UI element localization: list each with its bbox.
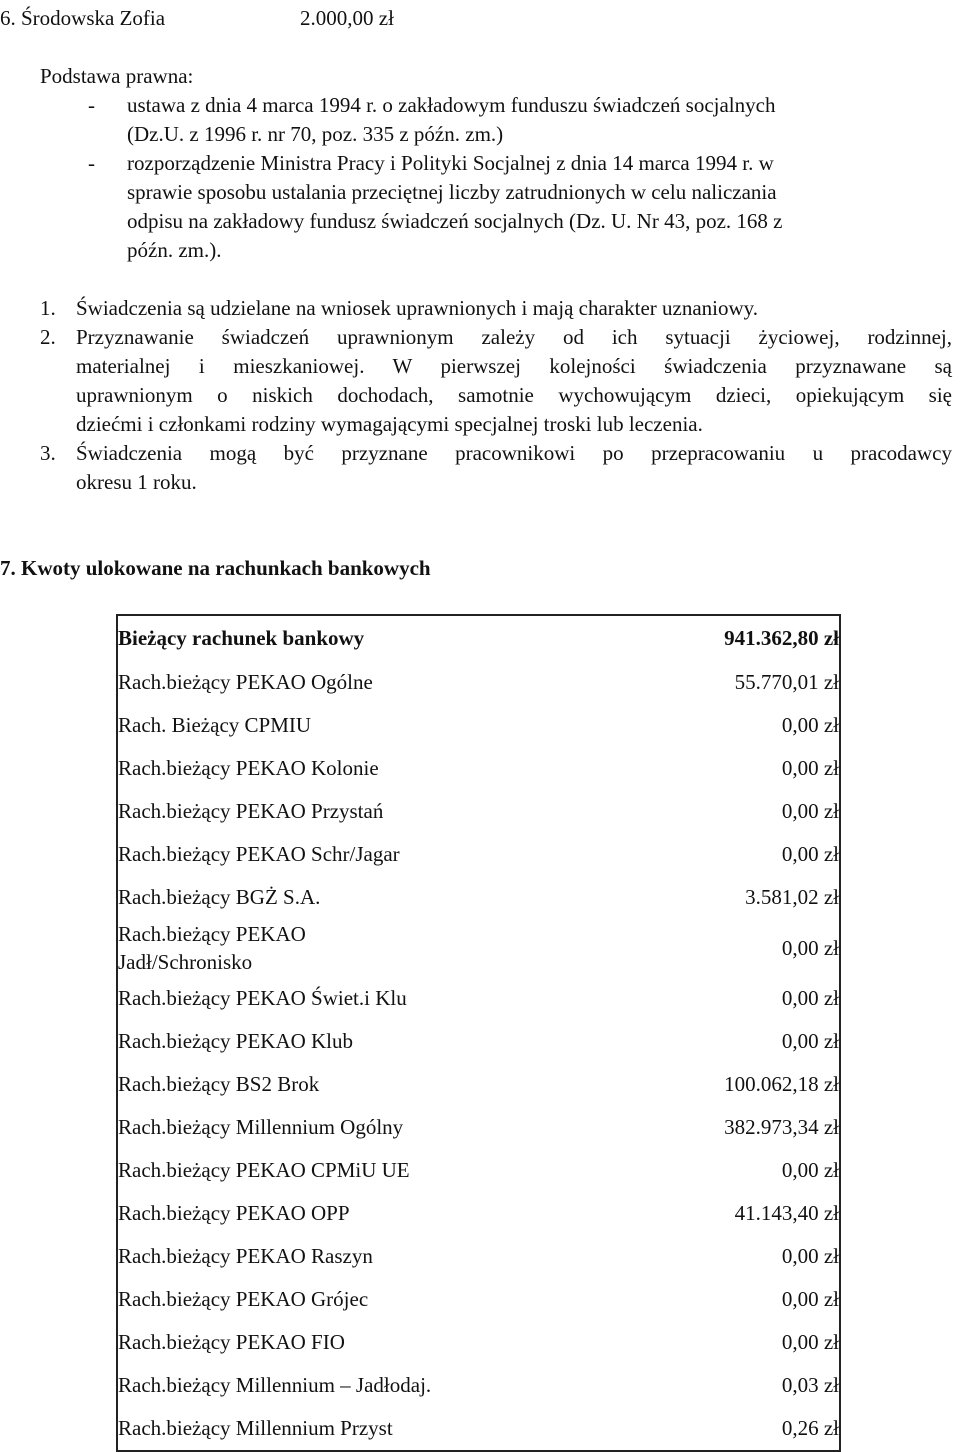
legal-item-dash: - <box>88 93 95 117</box>
table-row <box>117 876 840 919</box>
table-row <box>117 1106 840 1149</box>
rule-number: 3. <box>40 441 56 465</box>
table-row <box>117 747 840 790</box>
legal-item-line: późn. zm.). <box>127 238 222 262</box>
account-name-multiline <box>118 920 306 976</box>
rule-number: 1. <box>40 296 56 320</box>
rule-number: 2. <box>40 325 56 349</box>
account-name: Rach.bieżący Millennium Przyst <box>118 1416 393 1440</box>
account-name: Rach.bieżący PEKAO CPMiU UE <box>118 1158 410 1182</box>
section-title: 7. Kwoty ulokowane na rachunkach bankowych <box>0 556 431 580</box>
rule-line: uprawnionym o niskich dochodach, samotnie wychowującym dzieci, opiekującym się <box>76 383 952 407</box>
account-amount: 0,00 zł <box>781 986 839 1010</box>
account-name: Rach.bieżący PEKAO Grójec <box>118 1287 369 1311</box>
header-name: Bieżący rachunek bankowy <box>118 626 365 650</box>
account-name: Rach.bieżący PEKAO Ogólne <box>118 670 373 694</box>
legal-item-line: odpisu na zakładowy fundusz świadczeń socjalnych (Dz. U. Nr 43, poz. 168 z <box>127 209 783 233</box>
rule-line: dziećmi i członkami rodziny wymagającymi specjalnej troski lub leczenia. <box>76 412 703 436</box>
account-name: Rach.bieżący PEKAO Klub <box>118 1029 354 1053</box>
account-amount: 0,00 zł <box>781 842 839 866</box>
table-row <box>117 1321 840 1364</box>
account-amount: 0,00 zł <box>781 1029 839 1053</box>
account-name-line: Jadł/Schronisko <box>118 950 253 974</box>
entry-name: 6. Środowska Zofia <box>0 6 166 30</box>
rule-line: Przyznawanie świadczeń uprawnionym zależy od ich sytuacji życiowej, rodzinnej, <box>76 325 952 349</box>
rule-line: Świadczenia są udzielane na wniosek uprawnionych i mają charakter uznaniowy. <box>76 296 759 320</box>
account-amount: 0,26 zł <box>781 1416 839 1440</box>
table-row <box>117 1192 840 1235</box>
account-amount: 0,00 zł <box>781 1287 839 1311</box>
table-row <box>117 661 840 704</box>
table-row <box>117 1149 840 1192</box>
legal-item-line: (Dz.U. z 1996 r. nr 70, poz. 335 z późn. zm.) <box>127 122 504 146</box>
table-row <box>117 1020 840 1063</box>
account-name: Rach.bieżący PEKAO Przystań <box>118 799 384 823</box>
legal-basis-title: Podstawa prawna: <box>40 64 194 88</box>
account-amount: 0,00 zł <box>781 756 839 780</box>
table-row <box>117 833 840 876</box>
legal-item-line: ustawa z dnia 4 marca 1994 r. o zakładowym funduszu świadczeń socjalnych <box>127 93 776 117</box>
account-amount: 0,00 zł <box>781 1330 839 1354</box>
account-amount: 55.770,01 zł <box>734 670 839 694</box>
account-amount: 0,03 zł <box>781 1373 839 1397</box>
account-name: Rach.bieżący BS2 Brok <box>118 1072 320 1096</box>
legal-item-line: rozporządzenie Ministra Pracy i Polityki Socjalnej z dnia 14 marca 1994 r. w <box>127 151 774 175</box>
account-amount: 3.581,02 zł <box>745 885 839 909</box>
table-header-row <box>117 615 840 661</box>
account-name: Rach.bieżący PEKAO Kolonie <box>118 756 379 780</box>
table-row <box>117 1235 840 1278</box>
entry-amount: 2.000,00 zł <box>300 6 394 30</box>
account-name: Rach.bieżący Millennium Ogólny <box>118 1115 404 1139</box>
account-name: Rach.bieżący PEKAO Świet.i Klu <box>118 986 407 1010</box>
table-row <box>117 977 840 1020</box>
account-amount: 0,00 zł <box>781 1244 839 1268</box>
account-amount: 0,00 zł <box>781 799 839 823</box>
table-row <box>117 790 840 833</box>
rule-line: materialnej i mieszkaniowej. W pierwszej kolejności świadczenia przyznawane są <box>76 354 952 378</box>
account-name-line: Rach.bieżący PEKAO <box>118 922 306 946</box>
account-name: Rach. Bieżący CPMIU <box>118 713 312 737</box>
account-name: Rach.bieżący PEKAO Raszyn <box>118 1244 373 1268</box>
rule-line: okresu 1 roku. <box>76 470 197 494</box>
account-amount: 0,00 zł <box>781 935 839 960</box>
rule-line: Świadczenia mogą być przyznane pracownikowi po przepracowaniu u pracodawcy <box>76 441 952 465</box>
accounts-table <box>116 614 841 1452</box>
table-row <box>117 1407 840 1451</box>
account-amount: 41.143,40 zł <box>734 1201 839 1225</box>
table-row <box>117 1364 840 1407</box>
account-name <box>117 919 645 977</box>
account-amount: 0,00 zł <box>781 713 839 737</box>
table-row <box>117 919 840 977</box>
account-name: Rach.bieżący PEKAO Schr/Jagar <box>118 842 400 866</box>
account-amount: 382.973,34 zł <box>724 1115 839 1139</box>
account-name: Rach.bieżący BGŻ S.A. <box>118 885 321 909</box>
account-name: Rach.bieżący Millennium – Jadłodaj. <box>118 1373 432 1397</box>
header-amount: 941.362,80 zł <box>724 626 839 650</box>
account-amount: 100.062,18 zł <box>724 1072 839 1096</box>
legal-item-line: sprawie sposobu ustalania przeciętnej liczby zatrudnionych w celu naliczania <box>127 180 777 204</box>
account-name: Rach.bieżący PEKAO FIO <box>118 1330 345 1354</box>
account-name: Rach.bieżący PEKAO OPP <box>118 1201 350 1225</box>
table-row <box>117 1278 840 1321</box>
account-amount: 0,00 zł <box>781 1158 839 1182</box>
table-row <box>117 1063 840 1106</box>
legal-item-dash: - <box>88 151 95 175</box>
table-row <box>117 704 840 747</box>
